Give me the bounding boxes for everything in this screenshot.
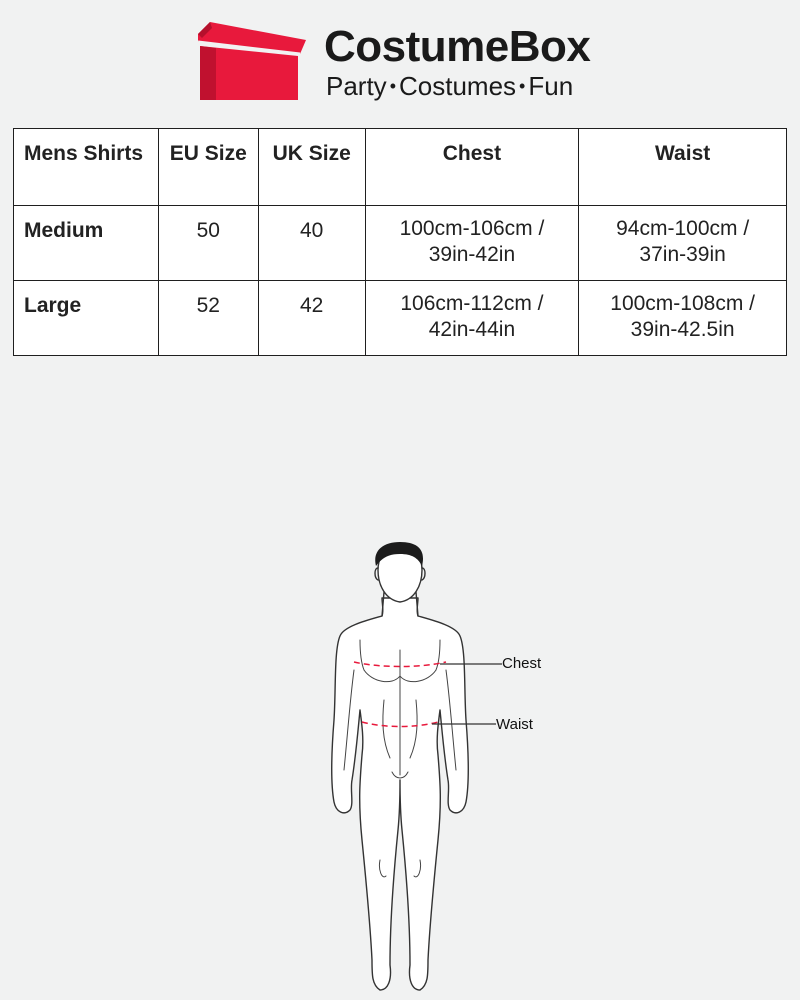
- waist-value: [579, 206, 787, 281]
- tagline-separator: •: [519, 76, 526, 96]
- table-row: [14, 206, 787, 281]
- waist-value-line: 37in-39in: [639, 243, 726, 266]
- header-uk-size: UK Size: [258, 129, 365, 206]
- red-box-icon: [196, 20, 308, 102]
- uk-size-value: 42: [258, 281, 365, 356]
- table-header-row: [14, 129, 787, 206]
- eu-size-value: 50: [158, 206, 258, 281]
- tagline-word: Costumes: [399, 71, 517, 101]
- body-measurement-figure: [320, 540, 560, 995]
- size-table: [13, 128, 787, 356]
- chest-value: [365, 281, 579, 356]
- chest-value-line: 39in-42in: [428, 243, 516, 266]
- table-row: [14, 281, 787, 356]
- waist-label: Waist: [496, 716, 533, 733]
- brand-logo: [196, 20, 616, 104]
- tagline-word: Party: [326, 71, 387, 101]
- tagline-word: Fun: [528, 71, 574, 101]
- brand-tagline: [326, 71, 573, 102]
- chest-value-line: 106cm-112cm /: [400, 292, 544, 315]
- tagline-separator: •: [389, 76, 396, 96]
- header-chest: Chest: [365, 129, 579, 206]
- chest-value-line: 42in-44in: [428, 318, 516, 341]
- eu-size-value: 52: [158, 281, 258, 356]
- waist-value-line: 39in-42.5in: [630, 318, 735, 341]
- waist-value: [579, 281, 787, 356]
- size-label: Medium: [14, 206, 159, 281]
- size-label: Large: [14, 281, 159, 356]
- header-eu-size: EU Size: [158, 129, 258, 206]
- brand-name: CostumeBox: [324, 22, 591, 71]
- header-waist: Waist: [579, 129, 787, 206]
- chest-label: Chest: [502, 655, 542, 672]
- waist-value-line: 100cm-108cm /: [610, 292, 755, 315]
- chest-value-line: 100cm-106cm /: [399, 217, 545, 240]
- chest-value: [365, 206, 579, 281]
- male-body-outline-icon: [320, 540, 560, 995]
- waist-value-line: 94cm-100cm /: [616, 217, 750, 240]
- header-mens-shirts: Mens Shirts: [14, 129, 159, 206]
- uk-size-value: 40: [258, 206, 365, 281]
